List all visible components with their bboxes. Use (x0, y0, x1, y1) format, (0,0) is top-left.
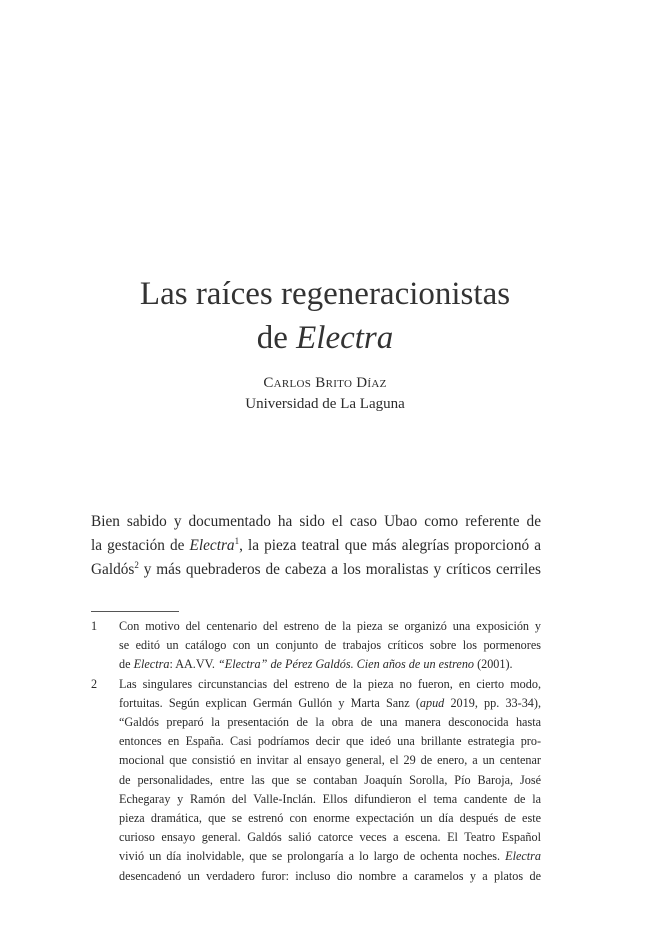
body-line: Bien sabido y documentado ha sido el caso Ubao como referente de (91, 513, 541, 530)
footnote-italic: Electra (505, 849, 541, 864)
body-text-span: y más quebraderos de cabeza a los moralistas y críticos cerriles (138, 561, 541, 578)
footnote-text-span: fortuitas. Según explican Germán Gullón y Marta Sanz ( (119, 695, 420, 710)
footnote-italic: “Electra” de Pérez Galdós. Cien años de un estreno (217, 657, 475, 672)
footnote-2 (91, 675, 541, 886)
article-title (60, 272, 590, 360)
footnote-text-span: : AA.VV. (169, 657, 218, 672)
footnote-1 (91, 617, 541, 675)
footnote-ref-2[interactable]: 2 (134, 559, 139, 570)
body-line (91, 534, 541, 558)
footnote-text-span: 2019, pp. 33-34), (444, 695, 541, 710)
author-name: Carlos Brito Díaz (263, 375, 387, 391)
title-line-2-prefix: de (256, 320, 297, 356)
body-paragraph (91, 510, 541, 582)
footnote-number: 1 (91, 619, 98, 633)
body-line (91, 558, 541, 582)
footnote-line (119, 847, 541, 866)
footnote-text-span: de (119, 657, 134, 672)
footnote-line: de personalidades, entre las que se contaban Joaquín Sorolla, Pío Baroja, José (119, 772, 541, 787)
body-italic: Electra (189, 537, 235, 554)
footnote-line: entonces en España. Casi podríamos decir que ideó una brillante estrategia pro- (119, 734, 541, 749)
footnotes (91, 617, 541, 886)
footnote-line: se editó un catálogo con un conjunto de trabajos críticos sobre los pormenores (119, 638, 541, 653)
body-text-span: Galdós (91, 561, 135, 578)
title-line-2-italic: Electra (296, 320, 394, 356)
body-text-span: la gestación de (91, 537, 190, 554)
title-line-1: Las raíces regeneracionistas (139, 276, 511, 312)
footnote-line: Las singulares circunstancias del estreno de la pieza no fueron, en cierto modo, (119, 676, 541, 691)
footnote-ref-1[interactable]: 1 (234, 535, 240, 546)
footnote-line (119, 694, 541, 713)
body-text-span: , la pieza teatral que más alegrías proporcionó a (239, 537, 541, 554)
footnote-italic: Electra (133, 657, 170, 672)
author-affiliation: Universidad de La Laguna (245, 396, 405, 412)
footnote-line: Con motivo del centenario del estreno de la pieza se organizó una exposición y (119, 619, 541, 633)
footnote-text-span: vivió un día inolvidable, que se prolongaría a lo largo de ochenta noches. (119, 849, 506, 864)
footnote-separator (91, 611, 179, 612)
footnote-number: 2 (91, 676, 98, 691)
footnote-italic: apud (419, 695, 445, 710)
title-line-2 (60, 316, 590, 360)
footnote-line: pieza dramática, que se estrenó con enorme expectación un día después de este (119, 811, 541, 826)
footnote-text-span: (2001). (474, 657, 513, 672)
footnote-line: Echegaray y Ramón del Valle-Inclán. Ellos difundieron el tema candente de la (119, 791, 541, 806)
footnote-line (119, 655, 541, 674)
footnote-line: mocional que consistió en invitar al ensayo general, el 29 de enero, a un centenar (119, 753, 541, 768)
footnote-line: “Galdós preparó la presentación de la obra de una manera desconocida hasta (119, 715, 541, 730)
footnote-line: curioso ensayo general. Galdós salió catorce veces a escena. El Teatro Español (119, 830, 541, 845)
footnote-line: desencadenó un verdadero furor: incluso dio nombre a caramelos y a platos de (119, 868, 541, 883)
